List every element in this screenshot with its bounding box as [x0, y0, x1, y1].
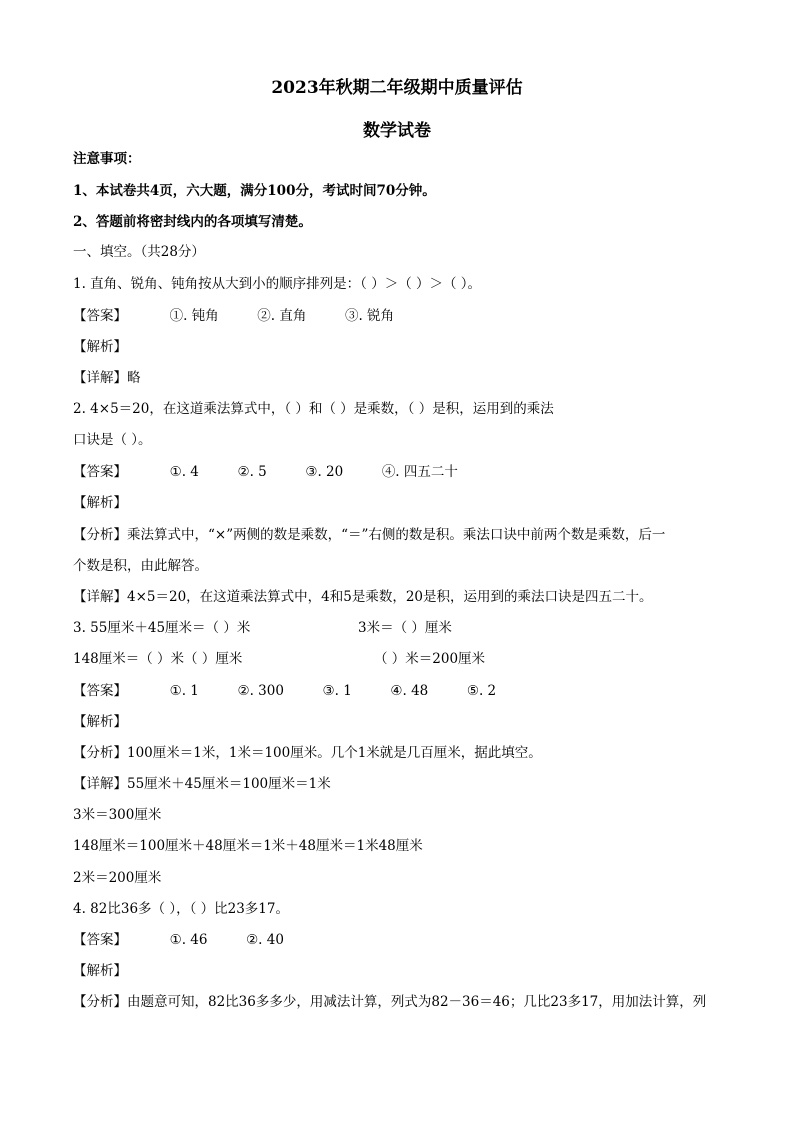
answer-item: ②. 5	[237, 464, 267, 480]
detail-text: 略	[127, 370, 141, 386]
answer-item: ⑤. 2	[466, 683, 497, 699]
answer-row-q1	[73, 307, 394, 325]
answer-item: ①. 1	[169, 683, 199, 699]
answer-row-q2	[73, 463, 458, 481]
question-1: 1. 直角、锐角、钝角按从大到小的顺序排列是：（ ）＞（ ）＞（ ）。	[73, 276, 482, 292]
answer-item: ④. 四五二十	[381, 464, 458, 480]
detail-text: 55厘米＋45厘米＝100厘米＝1米	[127, 776, 331, 792]
note-item-2: 2、答题前将密封线内的各项填写清楚。	[73, 214, 312, 230]
answer-item: ①. 4	[169, 464, 199, 480]
question-4: 4. 82比36多（ ），（ ）比23多17。	[73, 901, 289, 917]
fenxi-q2-line-2: 个数是积，由此解答。	[73, 558, 208, 574]
fenxi-text: 乘法算式中，“×”两侧的数是乘数，“＝”右侧的数是积。乘法口诀中前两个数是乘数，后一	[127, 527, 666, 543]
detail-q3	[73, 775, 331, 793]
detail-q3-line-4: 2米＝200厘米	[73, 870, 162, 886]
note-item-1: 1、本试卷共4页，六大题，满分100分，考试时间70分钟。	[73, 183, 436, 199]
page-subtitle: 数学试卷	[363, 121, 431, 141]
fenxi-q2-line-1	[73, 526, 665, 544]
detail-label: 【详解】	[73, 589, 127, 605]
analysis-label: 【解析】	[73, 495, 127, 511]
answer-item: ②. 直角	[257, 308, 307, 324]
detail-text: 4×5＝20，在这道乘法算式中，4和5是乘数，20是积，运用到的乘法口诀是四五二十。	[127, 589, 653, 605]
fenxi-q3	[73, 744, 542, 762]
notes-heading: 注意事项：	[73, 151, 141, 167]
fenxi-label: 【分析】	[73, 527, 127, 543]
detail-q3-line-2: 3米＝300厘米	[73, 807, 162, 823]
answer-item: ③. 锐角	[344, 308, 395, 324]
answer-row-q4	[73, 931, 284, 949]
page-title: 2023年秋期二年级期中质量评估	[271, 78, 523, 98]
fenxi-q4	[73, 993, 706, 1011]
fenxi-text: 100厘米＝1米，1米＝100厘米。几个1米就是几百厘米，据此填空。	[127, 745, 542, 761]
fenxi-label: 【分析】	[73, 745, 127, 761]
answer-label: 【答案】	[73, 308, 127, 324]
answer-item: ②. 40	[246, 932, 284, 948]
answer-label: 【答案】	[73, 932, 127, 948]
analysis-label: 【解析】	[73, 963, 127, 979]
detail-label: 【详解】	[73, 370, 127, 386]
question-2-line-2: 口诀是（ ）。	[73, 432, 152, 448]
answer-item: ④. 48	[390, 683, 429, 699]
detail-q1	[73, 369, 141, 387]
detail-label: 【详解】	[73, 776, 127, 792]
analysis-label: 【解析】	[73, 714, 127, 730]
fenxi-text: 由题意可知，82比36多多少，用减法计算，列式为82－36＝46；几比23多17，用加法计算，列	[127, 994, 707, 1010]
answer-item: ③. 20	[305, 464, 344, 480]
question-3-line-1a: 3. 55厘米＋45厘米＝（ ）米	[73, 620, 251, 636]
answer-label: 【答案】	[73, 464, 127, 480]
question-3-line-2b: （ ）米＝200厘米	[374, 651, 486, 667]
analysis-label: 【解析】	[73, 339, 127, 355]
question-3-line-1b: 3米＝（ ）厘米	[358, 620, 452, 636]
section-heading: 一、填空。（共28分）	[73, 244, 205, 260]
answer-item: ②. 300	[237, 683, 284, 699]
question-2-line-1: 2. 4×5＝20，在这道乘法算式中，（ ）和（ ）是乘数，（ ）是积，运用到的乘法	[73, 401, 554, 417]
answer-row-q3	[73, 682, 496, 700]
answer-item: ①. 46	[169, 932, 208, 948]
answer-item: ③. 1	[322, 683, 352, 699]
detail-q3-line-3: 148厘米＝100厘米＋48厘米＝1米＋48厘米＝1米48厘米	[73, 838, 423, 854]
question-3-line-2a: 148厘米＝（ ）米（ ）厘米	[73, 651, 243, 667]
detail-q2	[73, 588, 653, 606]
fenxi-label: 【分析】	[73, 994, 127, 1010]
answer-item: ①. 钝角	[169, 308, 219, 324]
answer-label: 【答案】	[73, 683, 127, 699]
